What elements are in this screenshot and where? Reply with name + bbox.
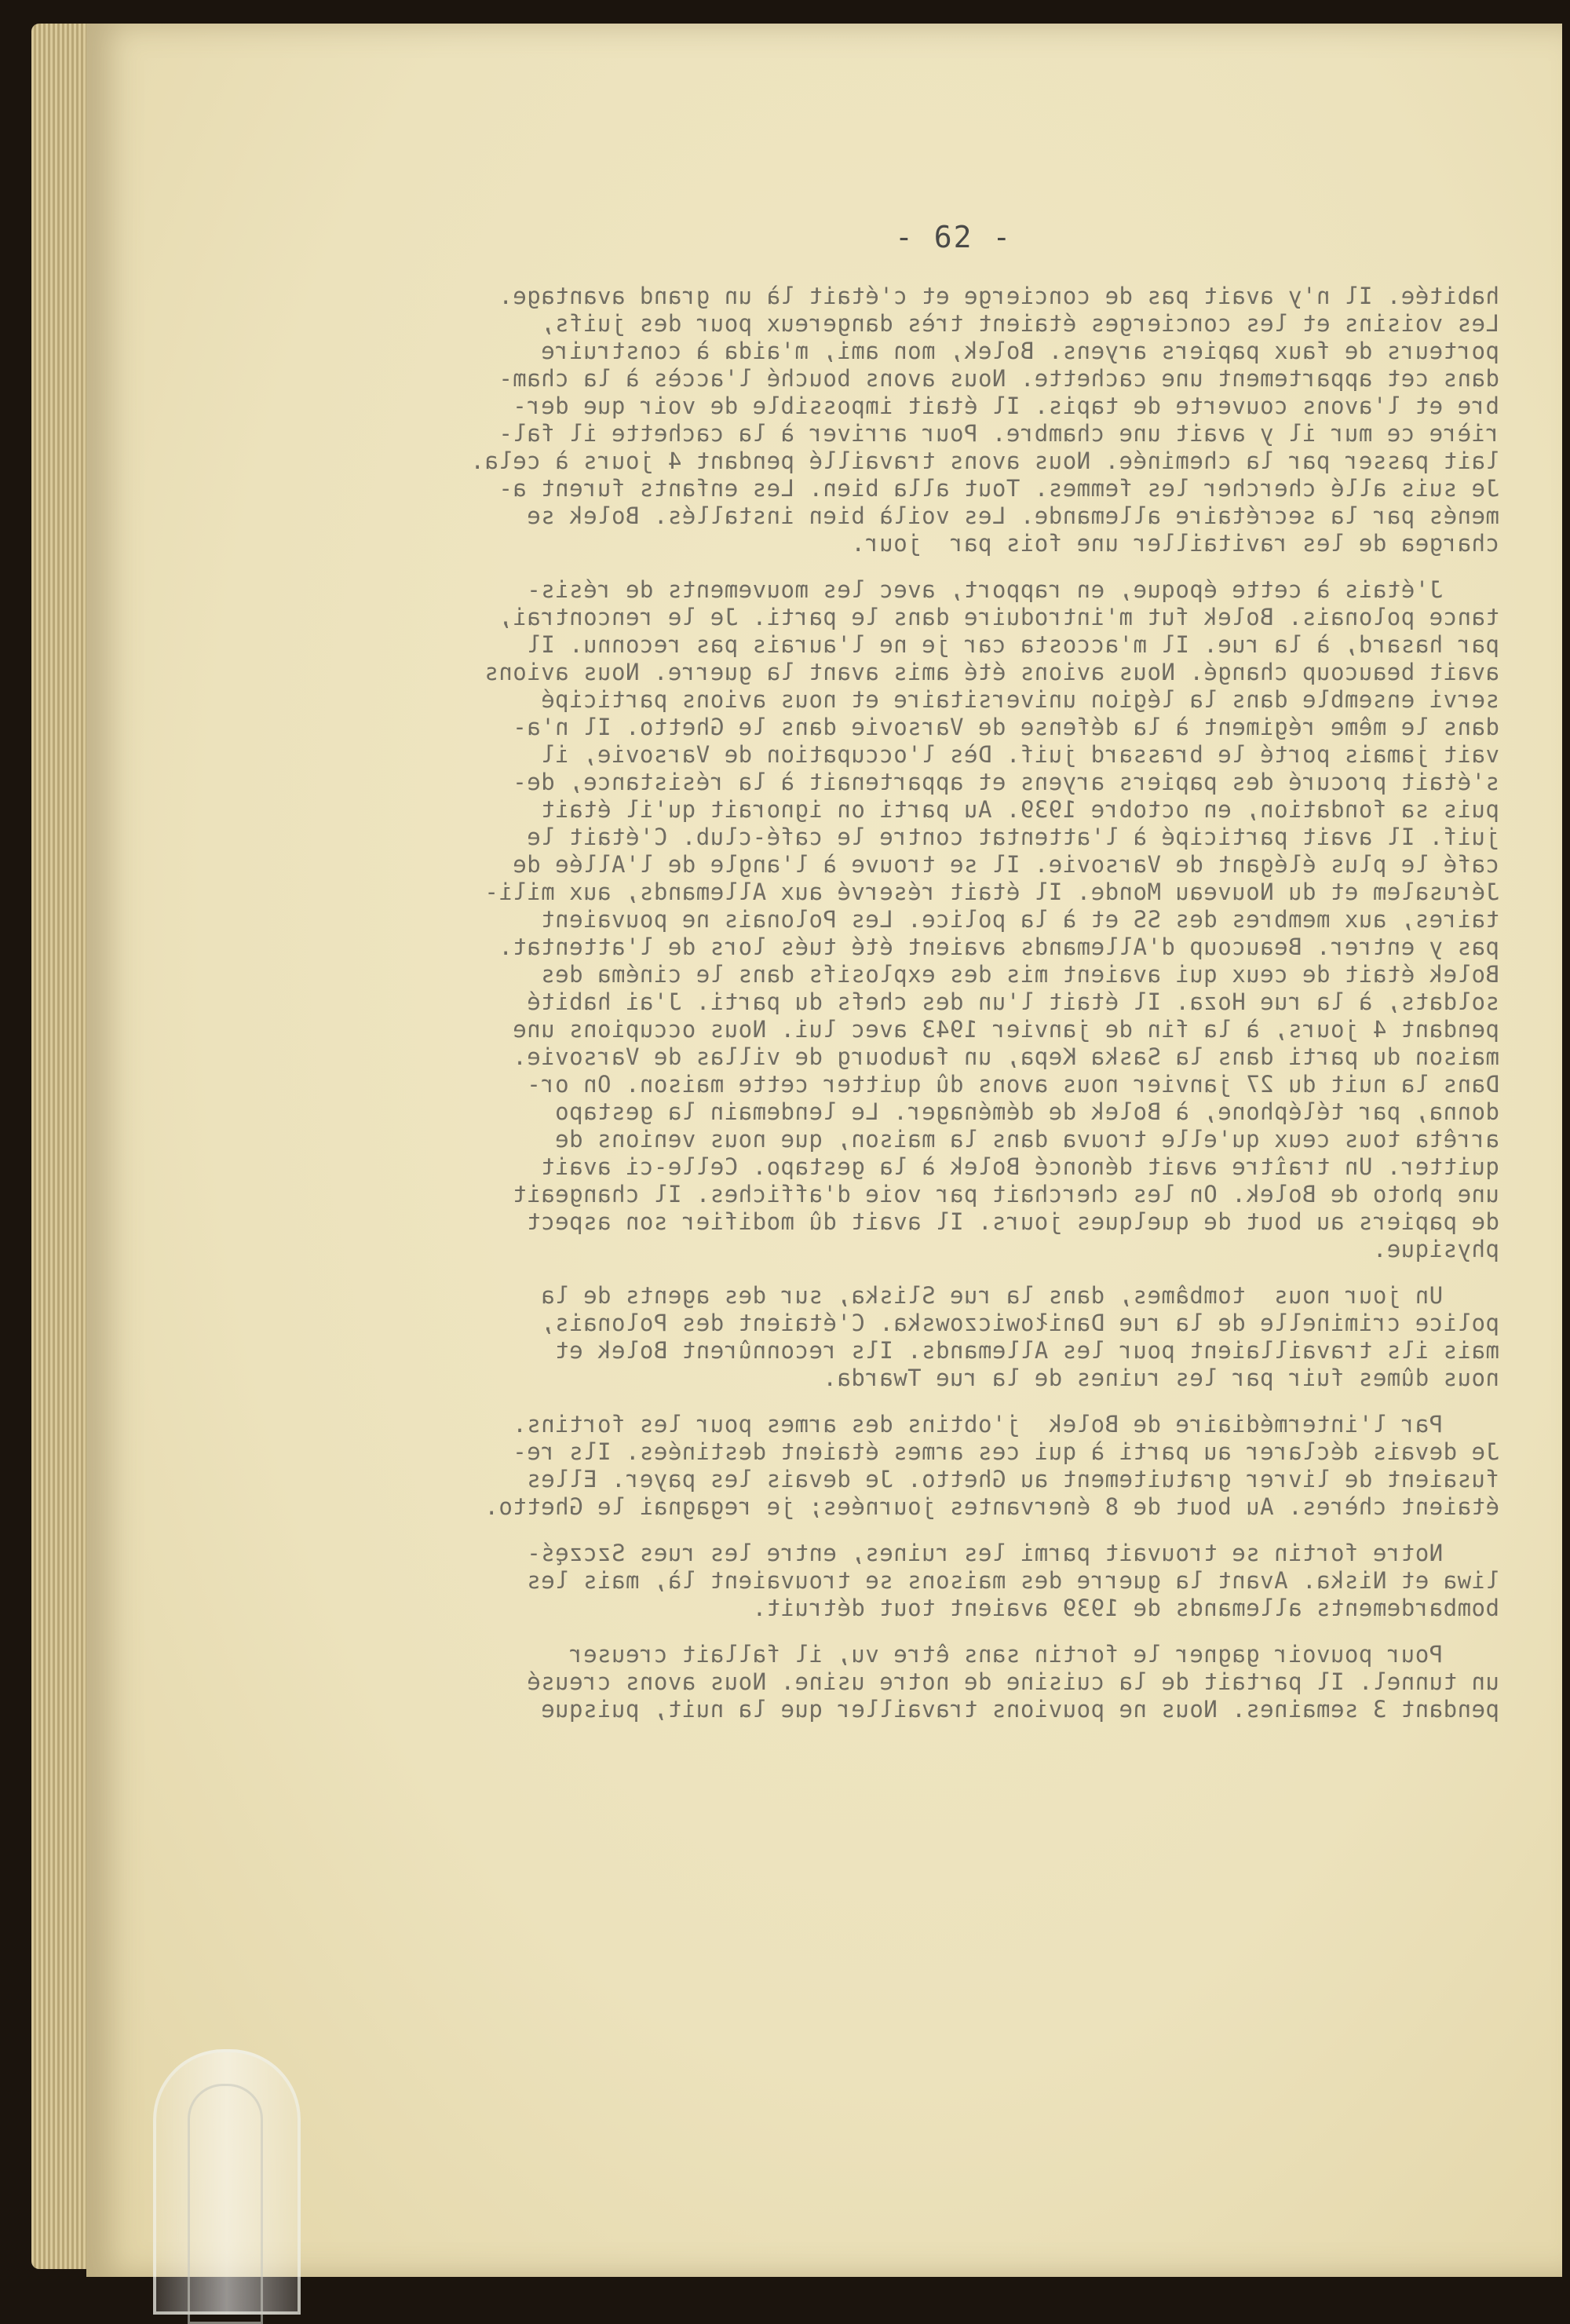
text-line: un tunnel. Il partait de la cuisine de notre usine. Nous avons creusé [526,1668,1499,1695]
text-line: soldats, à la rue Hoza. Il était l'un des chefs du parti. J'ai habité [526,988,1499,1015]
text-line: bombardements allemands de 1939 avaient tout détruit. [752,1595,1499,1621]
text-line: porteurs de faux papiers aryens. Bolek, mon ami, m'aida à construire [540,338,1499,364]
text-line: menés par la secrétaire allemande. Les voilà bien installés. Bolek se [526,502,1499,529]
text-line: maison du parti dans la Saska Kepa, un faubourg de villas de Varsovie. [512,1043,1499,1070]
text-line: pendant 4 jours, à la fin de janvier 1943 avec lui. Nous occupions une [512,1016,1499,1043]
text-line: avait beaucoup changé. Nous avions été amis avant la guerre. Nous avions [484,659,1499,685]
page-holder-clip-inner [188,2084,263,2324]
page-number: - 62 - [895,220,1013,254]
text-line: donna, par téléphone, à Bolek de déménager. Le lendemain la gestapo [554,1098,1499,1125]
page-holder-clip [153,2049,301,2315]
text-line: une photo de Bolek. On les cherchait par voie d'affiches. Il changeait [512,1181,1499,1208]
text-line: servi ensemble dans la légion universitaire et nous avions participé [540,686,1499,713]
text-line: nous dûmes fuir par les ruines de la rue Twarda. [822,1365,1499,1391]
text-line: liwa et Niska. Avant la guerre des maisons se trouvaient là, mais les [526,1567,1499,1594]
text-line: police criminelle de la rue Daniłowiczowska. C'étaient des Polonais, [540,1310,1499,1336]
text-line: bre et l'avons couverte de tapis. Il était impossible de voir que der- [512,393,1499,419]
text-line: dans cet appartement une cachette. Nous avons bouché l'accès à la cham- [498,365,1499,392]
paragraph [133,1641,1499,1723]
text-line: chargea de les ravitailler une fois par jour. [850,530,1499,557]
text-line: Par l'intermédiaire de Bolek j'obtins des armes pour les fortins. [512,1411,1499,1438]
text-line: Je devais déclarer au parti à qui ces armes étaient destinées. Ils re- [512,1438,1499,1465]
text-line: Notre fortin se trouvait parmi les ruines, entre les rues Szczęś- [526,1540,1499,1566]
text-line: pas y entrer. Beaucoup d'Allemands avaient été tués lors de l'attentat. [498,934,1499,960]
text-line: J'étais à cette époque, en rapport, avec les mouvements de résis- [526,576,1499,603]
paragraph [133,576,1499,1263]
text-line: Bolek était de ceux qui avaient mis des explosifs dans le cinéma des [540,961,1499,988]
text-line: de papiers au bout de quelques jours. Il avait dû modifier son aspect [526,1208,1499,1235]
text-line: dans le même régiment à la défense de Varsovie dans le Ghetto. Il n'a- [512,714,1499,740]
text-line: juif. Il avait participé à l'attentat contre le café-club. C'était le [526,824,1499,850]
text-line: Dans la nuit du 27 janvier nous avons dû quitter cette maison. On or- [526,1071,1499,1098]
text-line: taires, aux membres des SS et à la police. Les Polonais ne pouvaient [540,906,1499,933]
text-line: Un jour nous tombâmes, dans la rue Sliska, sur des agents de la [540,1282,1499,1309]
text-line: arrêta tous ceux qu'elle trouva dans la maison, que nous venions de [554,1126,1499,1153]
text-line: lait passer par la cheminée. Nous avons travaillé pendant 4 jours à cela. [469,448,1499,474]
text-line: tance polonais. Bolek fut m'introduire dans le parti. Je le rencontrai, [498,604,1499,630]
text-line: s'était procuré des papiers aryens et appartenait à la résistance, de- [512,769,1499,795]
text-line: quitter. Un traître avait dénoncé Bolek à la gestapo. Celle-ci avait [540,1153,1499,1180]
text-line: rière ce mur il y avait une chambre. Pour arriver à la cachette il fal- [498,420,1499,447]
text-line: vait jamais porté le brassard juif. Dès l'occupation de Varsovie, il [540,741,1499,768]
text-line: par hasard, à la rue. Il m'accosta car je ne l'aurais pas reconnu. Il [526,631,1499,658]
text-line: étaient chères. Au bout de 8 énervantes journées; je regagnai le Ghetto. [484,1493,1499,1520]
text-line: Pour pouvoir gagner le fortin sans être vu, il fallait creuser [568,1641,1499,1668]
paragraph [133,1540,1499,1622]
bleed-through-text [133,283,1499,1742]
text-line: habitée. Il n'y avait pas de concierge et c'était là un grand avantage. [498,283,1499,309]
text-line: fusaient de livrer gratuitement au Ghetto. Je devais les payer. Elles [526,1466,1499,1493]
text-line: café le plus élégant de Varsovie. Il se trouve à l'angle de l'Allée de [512,851,1499,878]
paragraph [133,1411,1499,1521]
text-line: Les voisins et les concierges étaient très dangereux pour des juifs, [540,310,1499,337]
text-line: physique. [1372,1236,1499,1262]
text-line: mais ils travaillaient pour les Allemands. Ils reconnûrent Bolek et [554,1337,1499,1364]
text-line: puis sa fondation, en octobre 1939. Au parti on ignorait qu'il était [540,796,1499,823]
text-line: pendant 3 semaines. Nous ne pouvions travailler que la nuit, puisque [540,1696,1499,1723]
book-page [86,24,1562,2277]
paragraph [133,1282,1499,1392]
book-page-edges [31,24,94,2269]
text-line: Je suis allé chercher les femmes. Tout alla bien. Les enfants furent a- [498,475,1499,502]
paragraph [133,283,1499,557]
text-line: Jérusalem et du Nouveau Monde. Il était réservé aux Allemands, aux mili- [484,879,1499,905]
